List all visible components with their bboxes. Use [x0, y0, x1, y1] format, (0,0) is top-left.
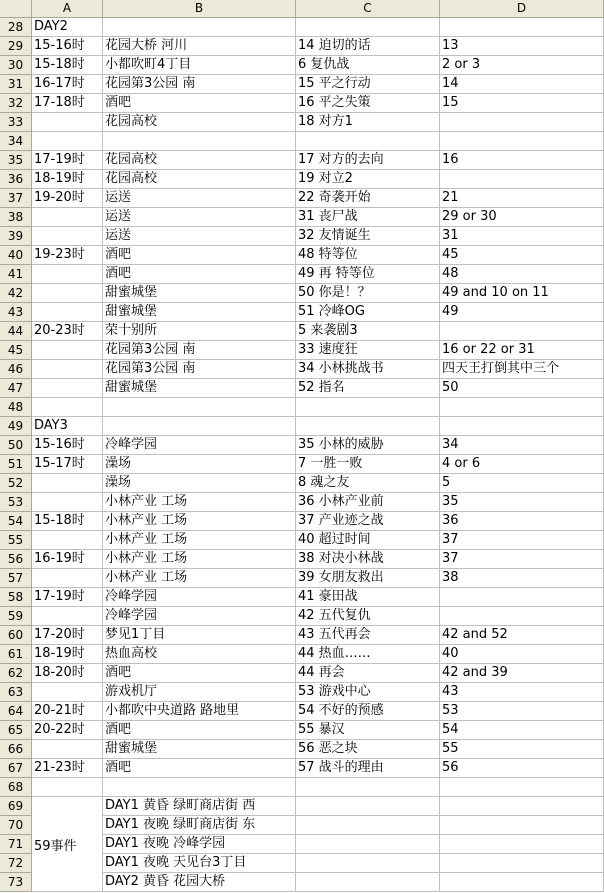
cell-c[interactable]: 31 丧尸战 [296, 208, 440, 227]
cell-a[interactable] [32, 683, 103, 702]
cell-b[interactable]: 酒吧 [103, 721, 296, 740]
cell-d[interactable]: 42 and 39 [440, 664, 604, 683]
row-header[interactable]: 36 [0, 170, 32, 189]
cell-d[interactable]: 四天王打倒其中三个 [440, 360, 604, 379]
cell-c[interactable]: 16 平之失策 [296, 94, 440, 113]
row-header[interactable]: 59 [0, 607, 32, 626]
cell-c[interactable]: 53 游戏中心 [296, 683, 440, 702]
cell-b[interactable] [103, 18, 296, 37]
row-header[interactable]: 28 [0, 18, 32, 37]
row-header[interactable]: 42 [0, 284, 32, 303]
cell-a[interactable]: 18-19时 [32, 645, 103, 664]
cell-d[interactable] [440, 417, 604, 436]
row-header[interactable]: 37 [0, 189, 32, 208]
cell-c[interactable]: 57 战斗的理由 [296, 759, 440, 778]
column-header-a[interactable]: A [32, 0, 103, 18]
row-header[interactable]: 66 [0, 740, 32, 759]
cell-b[interactable]: 运送 [103, 208, 296, 227]
cell-c[interactable]: 35 小林的威胁 [296, 436, 440, 455]
cell-d[interactable] [440, 816, 604, 835]
event-cell[interactable]: DAY1 夜晚 绿町商店街 东 [103, 816, 296, 835]
cell-b[interactable]: 花园大桥 河川 [103, 37, 296, 56]
cell-c[interactable]: 49 再 特等位 [296, 265, 440, 284]
events-label-cell[interactable]: 59事件 [32, 797, 103, 892]
cell-c[interactable] [296, 18, 440, 37]
cell-c[interactable]: 17 对方的去向 [296, 151, 440, 170]
cell-c[interactable]: 51 冷峰OG [296, 303, 440, 322]
row-header[interactable]: 44 [0, 322, 32, 341]
cell-a[interactable]: 21-23时 [32, 759, 103, 778]
cell-d[interactable]: 45 [440, 246, 604, 265]
cell-d[interactable]: 48 [440, 265, 604, 284]
cell-c[interactable]: 6 复仇战 [296, 56, 440, 75]
cell-a[interactable]: 15-16时 [32, 436, 103, 455]
cell-d[interactable]: 14 [440, 75, 604, 94]
cell-d[interactable] [440, 588, 604, 607]
cell-b[interactable]: 花园第3公园 南 [103, 341, 296, 360]
cell-c[interactable]: 38 对决小林战 [296, 550, 440, 569]
cell-d[interactable]: 35 [440, 493, 604, 512]
cell-b[interactable]: 花园高校 [103, 113, 296, 132]
cell-d[interactable]: 50 [440, 379, 604, 398]
cell-c[interactable]: 34 小林挑战书 [296, 360, 440, 379]
row-header[interactable]: 31 [0, 75, 32, 94]
cell-c[interactable]: 5 来袭剧3 [296, 322, 440, 341]
row-header[interactable]: 70 [0, 816, 32, 835]
cell-d[interactable]: 42 and 52 [440, 626, 604, 645]
cell-d[interactable]: 29 or 30 [440, 208, 604, 227]
cell-c[interactable]: 48 特等位 [296, 246, 440, 265]
row-header[interactable]: 67 [0, 759, 32, 778]
cell-b[interactable] [103, 778, 296, 797]
cell-a[interactable]: 20-21时 [32, 702, 103, 721]
row-header[interactable]: 55 [0, 531, 32, 550]
row-header[interactable]: 53 [0, 493, 32, 512]
cell-c[interactable]: 8 魂之友 [296, 474, 440, 493]
cell-d[interactable]: 16 [440, 151, 604, 170]
row-header[interactable]: 32 [0, 94, 32, 113]
cell-d[interactable]: 36 [440, 512, 604, 531]
cell-d[interactable] [440, 873, 604, 892]
cell-b[interactable]: 梦见1丁目 [103, 626, 296, 645]
cell-a[interactable]: DAY3 [32, 417, 103, 436]
event-cell[interactable]: DAY1 夜晚 冷峰学园 [103, 835, 296, 854]
event-cell[interactable]: DAY1 夜晚 天见台3丁目 [103, 854, 296, 873]
row-header[interactable]: 49 [0, 417, 32, 436]
row-header[interactable]: 39 [0, 227, 32, 246]
cell-b[interactable]: 小都吹中央道路 路地里 [103, 702, 296, 721]
cell-d[interactable] [440, 170, 604, 189]
cell-a[interactable]: 17-19时 [32, 588, 103, 607]
cell-b[interactable]: 酒吧 [103, 265, 296, 284]
cell-a[interactable] [32, 531, 103, 550]
cell-b[interactable]: 花园第3公园 南 [103, 360, 296, 379]
cell-a[interactable]: 18-20时 [32, 664, 103, 683]
cell-b[interactable]: 小林产业 工场 [103, 512, 296, 531]
row-header[interactable]: 34 [0, 132, 32, 151]
row-header[interactable]: 45 [0, 341, 32, 360]
cell-b[interactable]: 荣十别所 [103, 322, 296, 341]
cell-d[interactable] [440, 113, 604, 132]
cell-d[interactable] [440, 607, 604, 626]
cell-c[interactable]: 56 恶之块 [296, 740, 440, 759]
cell-b[interactable]: 花园高校 [103, 170, 296, 189]
cell-b[interactable]: 小林产业 工场 [103, 569, 296, 588]
cell-b[interactable]: 冷峰学园 [103, 436, 296, 455]
cell-c[interactable] [296, 417, 440, 436]
row-header[interactable]: 41 [0, 265, 32, 284]
cell-c[interactable]: 19 对立2 [296, 170, 440, 189]
cell-c[interactable]: 18 对方1 [296, 113, 440, 132]
cell-b[interactable]: 花园第3公园 南 [103, 75, 296, 94]
cell-a[interactable] [32, 284, 103, 303]
row-header[interactable]: 73 [0, 873, 32, 892]
cell-c[interactable]: 36 小林产业前 [296, 493, 440, 512]
cell-b[interactable] [103, 417, 296, 436]
cell-d[interactable]: 31 [440, 227, 604, 246]
event-cell[interactable]: DAY2 黄昏 花园大桥 [103, 873, 296, 892]
cell-d[interactable] [440, 398, 604, 417]
row-header[interactable]: 35 [0, 151, 32, 170]
cell-b[interactable]: 小林产业 工场 [103, 550, 296, 569]
cell-a[interactable] [32, 113, 103, 132]
cell-a[interactable]: 16-17时 [32, 75, 103, 94]
cell-b[interactable]: 运送 [103, 227, 296, 246]
cell-a[interactable] [32, 778, 103, 797]
cell-d[interactable]: 38 [440, 569, 604, 588]
cell-d[interactable]: 40 [440, 645, 604, 664]
cell-a[interactable]: 20-23时 [32, 322, 103, 341]
cell-a[interactable] [32, 208, 103, 227]
cell-c[interactable] [296, 873, 440, 892]
cell-d[interactable]: 13 [440, 37, 604, 56]
cell-b[interactable]: 酒吧 [103, 664, 296, 683]
row-header[interactable]: 72 [0, 854, 32, 873]
cell-a[interactable]: 15-16时 [32, 37, 103, 56]
cell-b[interactable]: 澡场 [103, 474, 296, 493]
cell-a[interactable]: 16-19时 [32, 550, 103, 569]
cell-d[interactable]: 55 [440, 740, 604, 759]
cell-b[interactable] [103, 132, 296, 151]
cell-d[interactable] [440, 854, 604, 873]
row-header[interactable]: 47 [0, 379, 32, 398]
row-header[interactable]: 43 [0, 303, 32, 322]
cell-b[interactable]: 酒吧 [103, 759, 296, 778]
cell-a[interactable] [32, 227, 103, 246]
cell-c[interactable] [296, 854, 440, 873]
row-header[interactable]: 40 [0, 246, 32, 265]
cell-a[interactable] [32, 398, 103, 417]
cell-d[interactable]: 4 or 6 [440, 455, 604, 474]
cell-d[interactable]: 21 [440, 189, 604, 208]
cell-d[interactable]: 37 [440, 550, 604, 569]
cell-c[interactable]: 55 暴汉 [296, 721, 440, 740]
cell-c[interactable]: 40 超过时间 [296, 531, 440, 550]
cell-b[interactable]: 花园高校 [103, 151, 296, 170]
cell-b[interactable]: 酒吧 [103, 94, 296, 113]
cell-c[interactable]: 32 友情诞生 [296, 227, 440, 246]
cell-d[interactable] [440, 797, 604, 816]
cell-a[interactable]: 15-18时 [32, 512, 103, 531]
cell-b[interactable]: 澡场 [103, 455, 296, 474]
column-header-d[interactable]: D [440, 0, 604, 18]
cell-a[interactable]: 17-18时 [32, 94, 103, 113]
cell-b[interactable] [103, 398, 296, 417]
cell-d[interactable]: 15 [440, 94, 604, 113]
row-header[interactable]: 56 [0, 550, 32, 569]
cell-b[interactable]: 小林产业 工场 [103, 493, 296, 512]
cell-c[interactable]: 39 女朋友救出 [296, 569, 440, 588]
cell-d[interactable]: 34 [440, 436, 604, 455]
cell-c[interactable]: 37 产业迹之战 [296, 512, 440, 531]
row-header[interactable]: 58 [0, 588, 32, 607]
cell-c[interactable] [296, 835, 440, 854]
cell-a[interactable]: 15-17时 [32, 455, 103, 474]
cell-d[interactable] [440, 778, 604, 797]
column-header-c[interactable]: C [296, 0, 440, 18]
cell-c[interactable]: 42 五代复仇 [296, 607, 440, 626]
cell-c[interactable]: 15 平之行动 [296, 75, 440, 94]
cell-c[interactable]: 22 奇袭开始 [296, 189, 440, 208]
cell-d[interactable] [440, 835, 604, 854]
cell-d[interactable] [440, 132, 604, 151]
cell-c[interactable] [296, 132, 440, 151]
cell-c[interactable]: 44 热血…… [296, 645, 440, 664]
row-header[interactable]: 71 [0, 835, 32, 854]
cell-c[interactable]: 14 迫切的话 [296, 37, 440, 56]
cell-d[interactable] [440, 322, 604, 341]
cell-c[interactable] [296, 398, 440, 417]
row-header[interactable]: 69 [0, 797, 32, 816]
column-header-b[interactable]: B [103, 0, 296, 18]
row-header[interactable]: 30 [0, 56, 32, 75]
cell-d[interactable]: 43 [440, 683, 604, 702]
row-header[interactable]: 33 [0, 113, 32, 132]
row-header[interactable]: 38 [0, 208, 32, 227]
select-all-corner[interactable] [0, 0, 32, 18]
row-header[interactable]: 64 [0, 702, 32, 721]
cell-c[interactable]: 43 五代再会 [296, 626, 440, 645]
cell-b[interactable]: 小林产业 工场 [103, 531, 296, 550]
row-header[interactable]: 60 [0, 626, 32, 645]
cell-a[interactable] [32, 740, 103, 759]
cell-d[interactable]: 49 and 10 on 11 [440, 284, 604, 303]
cell-b[interactable]: 热血高校 [103, 645, 296, 664]
cell-a[interactable]: DAY2 [32, 18, 103, 37]
cell-a[interactable]: 17-19时 [32, 151, 103, 170]
cell-d[interactable] [440, 18, 604, 37]
cell-d[interactable]: 49 [440, 303, 604, 322]
cell-a[interactable] [32, 607, 103, 626]
row-header[interactable]: 29 [0, 37, 32, 56]
row-header[interactable]: 54 [0, 512, 32, 531]
cell-a[interactable] [32, 379, 103, 398]
cell-d[interactable]: 2 or 3 [440, 56, 604, 75]
row-header[interactable]: 65 [0, 721, 32, 740]
cell-a[interactable]: 17-20时 [32, 626, 103, 645]
cell-a[interactable] [32, 569, 103, 588]
cell-a[interactable] [32, 360, 103, 379]
cell-a[interactable]: 19-23时 [32, 246, 103, 265]
cell-c[interactable] [296, 816, 440, 835]
cell-b[interactable]: 冷峰学园 [103, 607, 296, 626]
cell-b[interactable]: 酒吧 [103, 246, 296, 265]
cell-c[interactable]: 33 速度狂 [296, 341, 440, 360]
row-header[interactable]: 68 [0, 778, 32, 797]
cell-c[interactable]: 7 一胜一败 [296, 455, 440, 474]
cell-a[interactable] [32, 265, 103, 284]
cell-a[interactable]: 18-19时 [32, 170, 103, 189]
cell-b[interactable]: 游戏机厅 [103, 683, 296, 702]
cell-b[interactable]: 运送 [103, 189, 296, 208]
cell-a[interactable] [32, 132, 103, 151]
cell-b[interactable]: 甜蜜城堡 [103, 379, 296, 398]
cell-c[interactable] [296, 797, 440, 816]
row-header[interactable]: 61 [0, 645, 32, 664]
cell-b[interactable]: 小都吹町4丁目 [103, 56, 296, 75]
row-header[interactable]: 46 [0, 360, 32, 379]
row-header[interactable]: 57 [0, 569, 32, 588]
cell-c[interactable] [296, 778, 440, 797]
cell-c[interactable]: 41 豪田战 [296, 588, 440, 607]
cell-a[interactable] [32, 303, 103, 322]
cell-a[interactable] [32, 493, 103, 512]
cell-d[interactable]: 5 [440, 474, 604, 493]
cell-d[interactable]: 37 [440, 531, 604, 550]
cell-d[interactable]: 54 [440, 721, 604, 740]
cell-c[interactable]: 50 你是！？ [296, 284, 440, 303]
cell-a[interactable]: 20-22时 [32, 721, 103, 740]
cell-d[interactable]: 53 [440, 702, 604, 721]
cell-a[interactable] [32, 474, 103, 493]
event-cell[interactable]: DAY1 黄昏 绿町商店街 西 [103, 797, 296, 816]
cell-c[interactable]: 54 不好的预感 [296, 702, 440, 721]
cell-b[interactable]: 甜蜜城堡 [103, 740, 296, 759]
row-header[interactable]: 51 [0, 455, 32, 474]
cell-b[interactable]: 甜蜜城堡 [103, 303, 296, 322]
cell-a[interactable]: 19-20时 [32, 189, 103, 208]
cell-c[interactable]: 52 指名 [296, 379, 440, 398]
row-header[interactable]: 52 [0, 474, 32, 493]
cell-c[interactable]: 44 再会 [296, 664, 440, 683]
cell-d[interactable]: 16 or 22 or 31 [440, 341, 604, 360]
row-header[interactable]: 63 [0, 683, 32, 702]
row-header[interactable]: 48 [0, 398, 32, 417]
cell-d[interactable]: 56 [440, 759, 604, 778]
cell-a[interactable]: 15-18时 [32, 56, 103, 75]
row-header[interactable]: 50 [0, 436, 32, 455]
cell-a[interactable] [32, 341, 103, 360]
cell-b[interactable]: 冷峰学园 [103, 588, 296, 607]
row-header[interactable]: 62 [0, 664, 32, 683]
cell-b[interactable]: 甜蜜城堡 [103, 284, 296, 303]
